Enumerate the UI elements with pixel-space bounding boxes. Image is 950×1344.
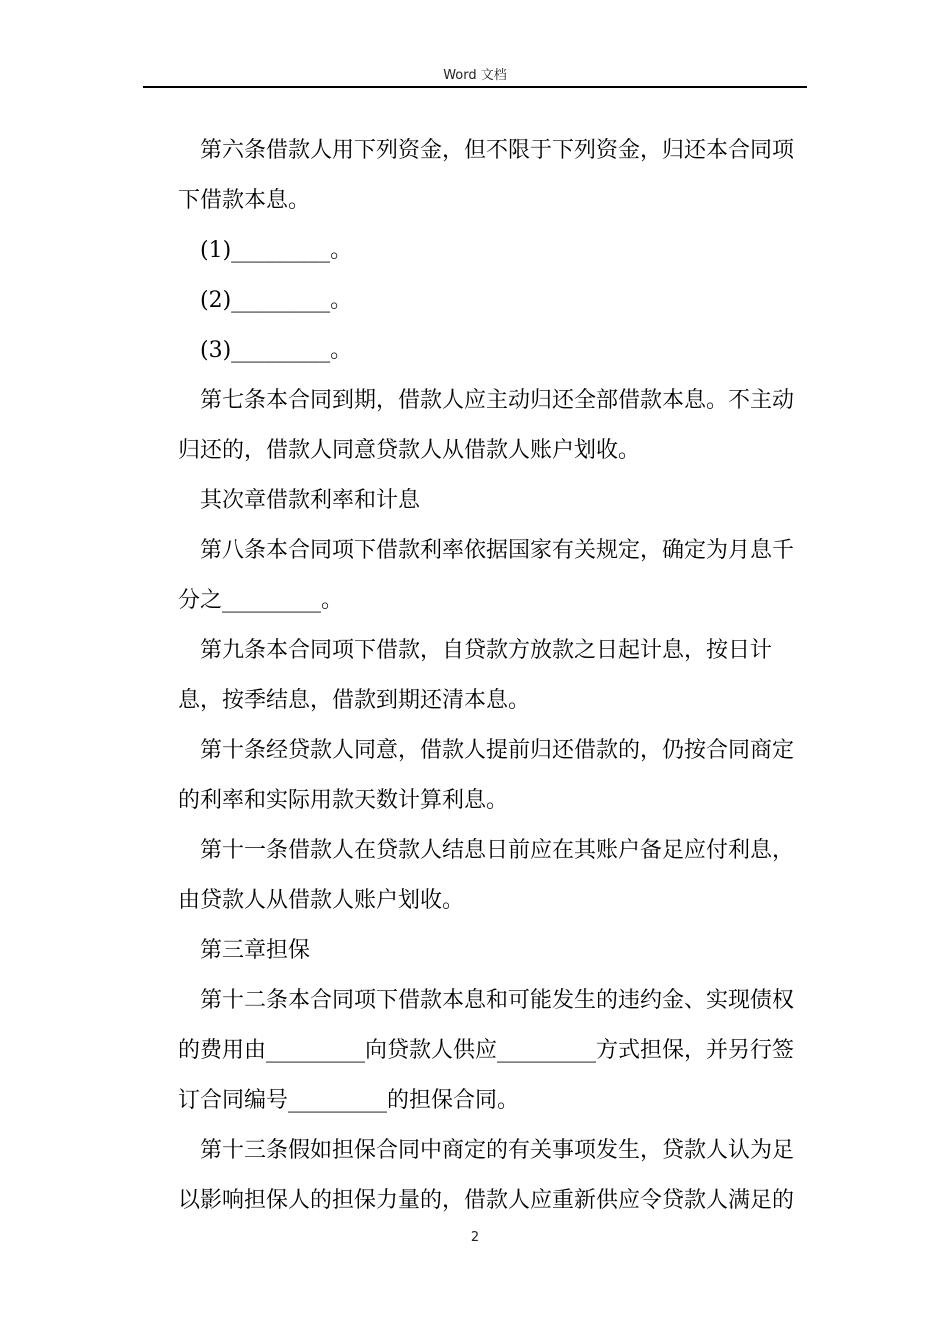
paragraph-article-8: 第八条本合同项下借款利率依据国家有关规定，确定为月息千分之_________。: [178, 538, 795, 613]
paragraph-item-1: (1)_________。: [200, 238, 353, 263]
paragraph-article-9: 第九条本合同项下借款，自贷款方放款之日起计息，按日计息，按季结息，借款到期还清本息。: [178, 638, 773, 713]
page-header: Word 文档: [443, 68, 507, 83]
header-divider: [143, 86, 807, 88]
paragraph-article-10: 第十条经贷款人同意，借款人提前归还借款的，仍按合同商定的利率和实际用款天数计算利息。: [178, 738, 795, 813]
paragraph-article-11: 第十一条借款人在贷款人结息日前应在其账户备足应付利息，由贷款人从借款人账户划收。: [178, 838, 795, 913]
chapter-heading-3: 第三章担保: [200, 938, 311, 963]
paragraph-item-3: (3)_________。: [200, 338, 353, 363]
paragraph-article-7: 第七条本合同到期，借款人应主动归还全部借款本息。不主动归还的，借款人同意贷款人从借款人账户划收。: [178, 388, 795, 463]
paragraph-article-6: 第六条借款人用下列资金，但不限于下列资金，归还本合同项下借款本息。: [178, 138, 795, 213]
paragraph-article-13: 第十三条假如担保合同中商定的有关事项发生，贷款人认为足以影响担保人的担保力量的，借款人应重新供应令贷款人满足的: [178, 1138, 795, 1213]
page-number: 2: [470, 1230, 480, 1245]
paragraph-item-2: (2)_________。: [200, 288, 353, 313]
paragraph-article-12: 第十二条本合同项下借款本息和可能发生的违约金、实现债权的费用由_________向贷款人供应_________方式担保，并另行签订合同编号_________的担保合同。: [178, 988, 795, 1113]
chapter-heading-2: 其次章借款利率和计息: [200, 488, 421, 513]
document-body: [178, 126, 808, 1226]
